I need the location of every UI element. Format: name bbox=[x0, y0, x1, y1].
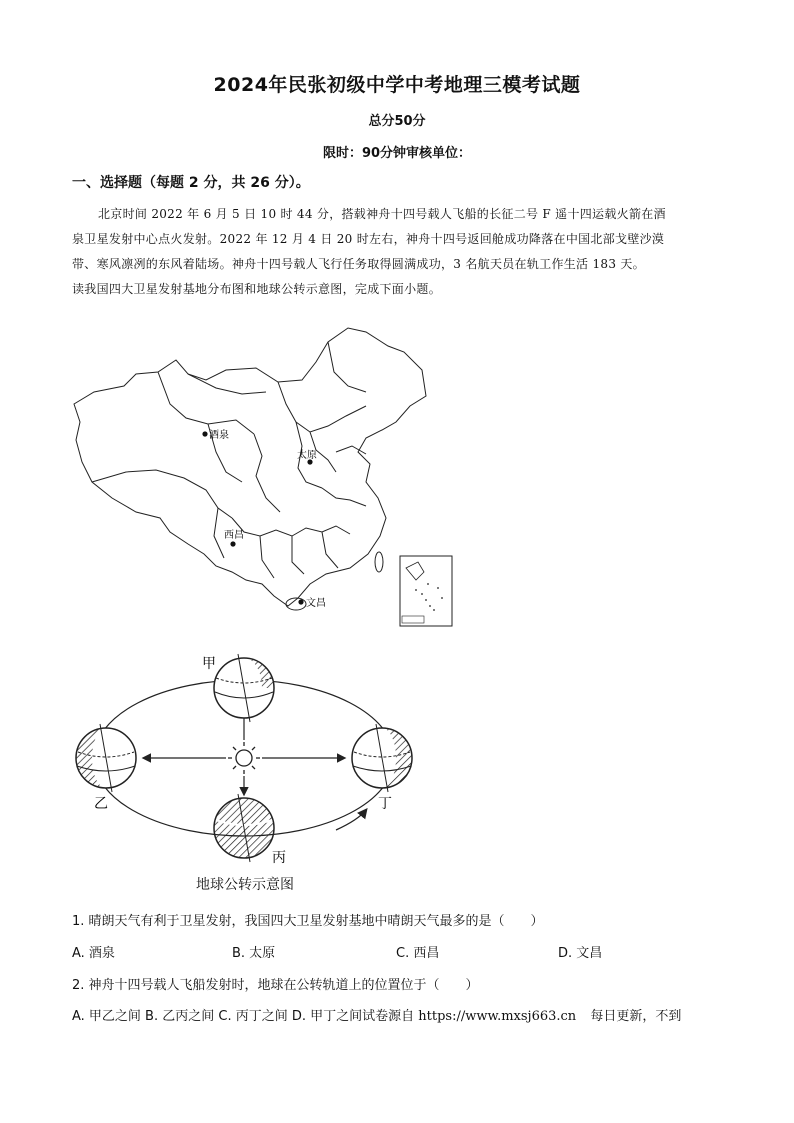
orbit-label-yi: 乙 bbox=[94, 796, 108, 812]
q2-options-text[interactable]: A. 甲乙之间 B. 乙丙之间 C. 丙丁之间 D. 甲丁之间试卷源自 bbox=[72, 1009, 415, 1024]
sun-icon bbox=[228, 742, 260, 774]
total-score: 总分50分 bbox=[368, 114, 426, 129]
source-url[interactable]: https://www.mxsj663.cn bbox=[418, 1009, 577, 1024]
reading-passage bbox=[72, 202, 722, 302]
orbit-caption: 地球公转示意图 bbox=[196, 877, 294, 893]
earth-yi bbox=[76, 724, 136, 792]
earth-jia bbox=[214, 654, 274, 722]
passage-line: 泉卫星发射中心点火发射。2022 年 12 月 4 日 20 时左右，神舟十四号返回舱成功降落在中国北部戈壁沙漠 bbox=[72, 232, 665, 246]
question-1-stem: 1. 晴朗天气有利于卫星发射，我国四大卫星发射基地中晴朗天气最多的是（ ） bbox=[72, 914, 544, 929]
map-label-xichang: 西昌 bbox=[224, 530, 244, 541]
earth-ding bbox=[352, 724, 412, 792]
passage-line: 带、寒风凛冽的东风着陆场。神舟十四号载人飞行任务取得圆满成功，3 名航天员在轨工作生活 183 天。 bbox=[72, 257, 645, 271]
section-heading: 一、选择题（每题 2 分，共 26 分）。 bbox=[72, 175, 310, 191]
q2-tail-text: 每日更新，不到 bbox=[590, 1009, 682, 1024]
orbit-label-jia: 甲 bbox=[202, 656, 216, 672]
q1-option-c[interactable]: C. 西昌 bbox=[396, 946, 440, 961]
orbit-label-ding: 丁 bbox=[378, 796, 392, 812]
china-launch-site-map bbox=[66, 322, 462, 632]
earth-orbit-diagram bbox=[66, 648, 436, 870]
wenchang-marker bbox=[298, 599, 303, 604]
china-outline bbox=[74, 328, 426, 606]
map-label-jiuquan: 酒泉 bbox=[209, 430, 229, 441]
map-label-wenchang: 文昌 bbox=[306, 598, 326, 609]
time-limit: 限时：90分钟审核单位： bbox=[322, 146, 472, 161]
q1-option-b[interactable]: B. 太原 bbox=[232, 946, 276, 961]
question-2-options bbox=[72, 1005, 681, 1024]
question-2-stem: 2. 神舟十四号载人飞船发射时，地球在公转轨道上的位置位于（ ） bbox=[72, 978, 479, 993]
south-china-sea-inset bbox=[400, 556, 452, 626]
orbit-label-bing: 丙 bbox=[272, 850, 286, 866]
earth-bing bbox=[214, 794, 274, 862]
q1-option-a[interactable]: A. 酒泉 bbox=[72, 946, 115, 961]
jiuquan-marker bbox=[202, 431, 207, 436]
taiwan-island bbox=[375, 552, 383, 572]
xichang-marker bbox=[230, 541, 235, 546]
exam-title: 2024年民张初级中学中考地理三模考试题 bbox=[213, 74, 581, 96]
passage-line: 北京时间 2022 年 6 月 5 日 10 时 44 分，搭载神舟十四号载人飞船的长征二号 F 遥十四运载火箭在酒 bbox=[98, 207, 666, 221]
q1-option-d[interactable]: D. 文昌 bbox=[558, 946, 603, 961]
map-label-taiyuan: 太原 bbox=[297, 450, 317, 461]
passage-line: 读我国四大卫星发射基地分布图和地球公转示意图，完成下面小题。 bbox=[72, 282, 442, 296]
